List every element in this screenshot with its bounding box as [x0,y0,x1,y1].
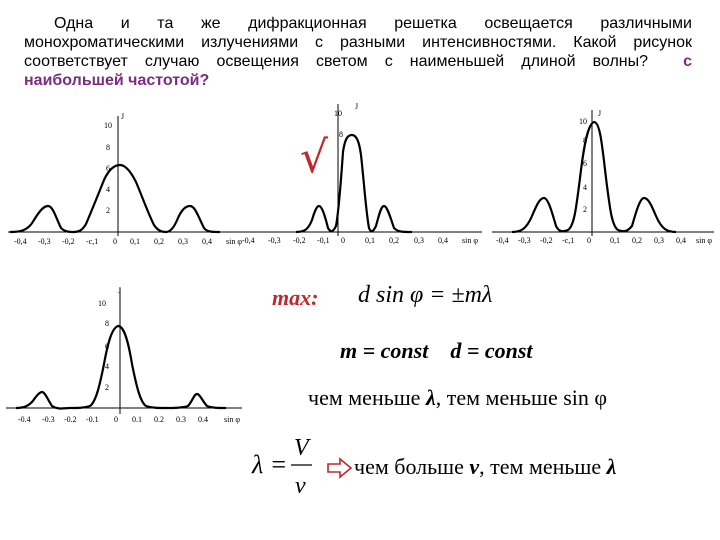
graph-2-x-tick: -0,3 [268,236,281,245]
graph-3-y-tick: 10 [579,117,587,126]
graph-4-x-tick: -0.3 [42,415,55,424]
conclusion-2-nu: ν [469,454,480,479]
lambda-formula-lhs: λ = [252,450,288,479]
graph-1-x-tick: -c,1 [86,237,99,246]
graph-3-x-tick: -0,2 [540,236,553,245]
constants-line [340,338,533,364]
graph-1-x-tick: -0,3 [38,237,51,246]
graph-4-y-label: J [118,286,122,295]
graph-3-y-tick: 2 [583,205,587,214]
graph-4-x-tick: 0.4 [198,415,208,424]
conclusion-2 [354,454,616,480]
graph-4-x-tick: 0 [114,415,118,424]
const-m: m = const [340,338,429,363]
graph-4-x-tick: 0.2 [154,415,164,424]
graph-4-y-tick: 2 [105,383,109,392]
graph-1-y-tick: 10 [104,121,112,130]
conclusion-2-lambda: λ [606,454,617,479]
graph-4-x-label: sin φ [224,415,240,424]
graph-3-x-tick: 0,3 [654,236,664,245]
graph-2-x-tick: 0 [341,236,345,245]
graph-1-x-label: sin φ [226,237,242,246]
conclusion-2-part1: чем больше [354,454,470,479]
graph-2-x-tick: -0,2 [293,236,306,245]
graph-4-x-tick: 0.3 [176,415,186,424]
conclusion-1-lambda: λ [425,385,436,410]
graph-3-y-tick: 6 [583,159,587,168]
graph-1-curve [10,165,220,232]
conclusion-1 [308,385,607,411]
graph-3-y-tick: 8 [583,136,587,145]
question-body: Одна и та же дифракционная решетка освещается различными монохроматическими излучениями с разными интенсивностями. Какой рисунок соответствует случаю освещения светом с наименьшей длиной волны? [24,15,692,70]
graph-2-y-tick: 10 [334,109,342,118]
graph-3 [492,108,718,250]
graph-3-x-label: sin φ [696,236,712,245]
graph-1-x-tick: 0,4 [202,237,212,246]
conclusion-1-part2: , тем меньше sin φ [435,385,608,410]
graph-2-x-tick: -0,1 [317,236,330,245]
graph-4-y-tick: 8 [105,319,109,328]
graph-1-y-tick: 6 [106,164,110,173]
lambda-formula [252,435,322,505]
graph-1 [8,110,243,250]
graph-1-x-tick: 0 [113,237,117,246]
conclusion-1-part1: чем меньше [308,385,426,410]
graph-3-x-tick: -0,4 [496,236,509,245]
graph-1-x-tick: -0,2 [62,237,75,246]
graph-1-y-tick: 4 [106,185,110,194]
question-text [24,14,692,90]
checkmark-icon: √ [300,132,329,183]
graph-2-x-tick: 0,4 [438,236,448,245]
graph-2-x-tick: 0,3 [414,236,424,245]
grating-equation: d sin φ = ±mλ [358,282,493,308]
graph-4-x-tick: 0.1 [132,415,142,424]
graph-2-y-tick: 8 [339,130,343,139]
graph-2-x-label: sin φ [462,236,478,245]
graph-1-y-tick: 8 [106,143,110,152]
graph-2-y-label: J [355,102,359,111]
conclusion-2-part2: , тем меньше [479,454,607,479]
graph-1-y-tick: 2 [106,206,110,215]
graph-4-x-tick: -0.4 [18,415,31,424]
graph-3-x-tick: 0,4 [676,236,686,245]
graph-4-y-tick: 4 [105,362,109,371]
question-emphasis: с наибольшей частотой? [24,53,692,89]
graph-1-x-tick: 0,1 [130,237,140,246]
graph-3-x-tick: -c,1 [562,236,575,245]
graph-3-x-tick: -0,3 [518,236,531,245]
implies-arrow-icon [327,457,353,479]
graph-3-curve [512,122,676,232]
graph-2-x-tick: 0,1 [365,236,375,245]
graph-1-y-label: J [121,112,125,121]
const-d: d = const [450,338,533,363]
graph-2 [236,100,486,250]
graph-3-y-label: J [598,109,602,118]
graph-3-x-tick: 0,1 [610,236,620,245]
graph-4-y-tick: 6 [105,342,109,351]
graph-1-x-tick: 0,3 [178,237,188,246]
graph-3-x-tick: 0 [587,236,591,245]
graph-4-x-tick: -0.2 [64,415,77,424]
graph-2-x-tick: -0,4 [242,236,255,245]
graph-3-y-tick: 4 [583,183,587,192]
lambda-formula-denominator: ν [295,473,306,499]
max-label: max: [272,285,319,310]
graph-2-x-tick: 0,2 [389,236,399,245]
graph-1-x-tick: -0,4 [14,237,27,246]
graph-4-x-tick: -0.1 [86,415,99,424]
lambda-formula-numerator: V [294,435,309,461]
graph-3-x-tick: 0,2 [632,236,642,245]
graph-4-y-tick: 10 [98,299,106,308]
graph-4-curve [16,326,226,409]
graph-4 [6,284,246,430]
graph-1-x-tick: 0,2 [154,237,164,246]
